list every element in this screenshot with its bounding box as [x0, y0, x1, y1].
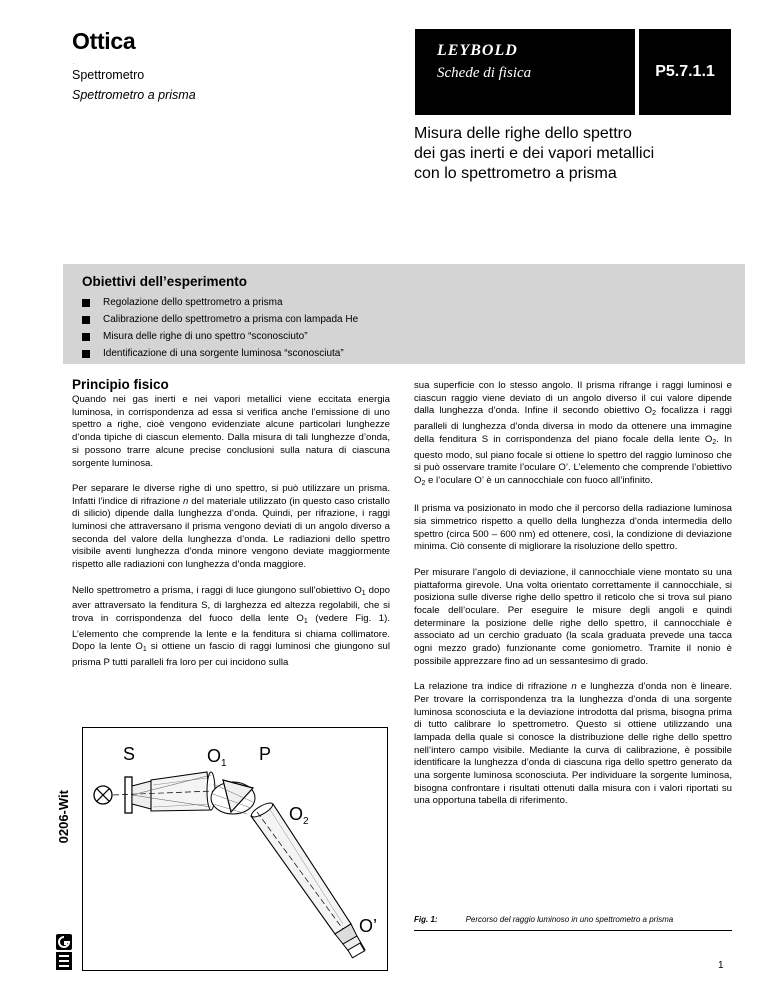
- paragraph: Per separare le diverse righe di uno spettro, si può utilizzare un prisma. Infatti l’indice di rifrazione n del materiale utilizzato (in questo caso cristallo di silicio) dipende dalla lunghezza d’onda. Quindi, per rifrazione, i raggi luminosi che attraversano il prisma vengono deviati di un angolo diverso a seconda del valore della lunghezza d’onda. Le radiazioni dello spettro visibile aventi lunghezza d’onda minore vengono deviate maggiormente rispetto alle radiazioni con lunghezza d’onda maggiore.: [72, 482, 390, 571]
- spectrometer-diagram: [83, 728, 387, 970]
- figure-caption: Fig. 1: Percorso del raggio luminoso in uno spettrometro a prisma: [414, 915, 674, 924]
- list-item: Calibrazione dello spettrometro a prisma con lampada He: [82, 311, 358, 328]
- page-number: 1: [718, 960, 724, 971]
- slit-icon: [125, 777, 132, 813]
- text-column-right: [414, 380, 732, 808]
- page-title: Ottica: [72, 28, 136, 54]
- bullet-square-icon: [82, 350, 90, 358]
- list-item: Identificazione di una sorgente luminosa “sconosciuta”: [82, 345, 358, 362]
- experiment-title: [414, 124, 744, 184]
- experiment-title-line: dei gas inerti e dei vapori metallici: [414, 145, 655, 162]
- list-item: Regolazione dello spettrometro a prisma: [82, 294, 358, 311]
- paragraph: sua superficie con lo stesso angolo. Il prisma rifrange i raggi luminosi e ciascun raggio viene deviato di un angolo diverso il cui valore dipende dalla lunghezza d’onda. Infine il secondo obiettivo $O_2$ focalizza i raggi paralleli di lunghezza d’onda diversa in modo da ottenere una immagine della fenditura S in corrispondenza del piano focale della lente $O_2$. In questo modo, sul piano focale si ottiene lo spettro del raggio luminoso che si può osservare tramite l’oculare O’. L’elemento che comprende l’obiettivo $O_2$ e l’oculare O’ è un cannocchiale con fuoco all’infinito.: [414, 380, 732, 487]
- objectives-list: [82, 294, 358, 362]
- label-O2: $O_2$: [289, 804, 309, 827]
- subcategory: Spettrometro a prisma: [72, 88, 196, 102]
- category: Spettrometro: [72, 68, 145, 82]
- prism-icon: [211, 780, 255, 814]
- paragraph: Quando nei gas inerti e nei vapori metallici viene eccitata energia luminosa, in corrispondenza ad essa si verifica anche l’emissione di uno spettro a righe, cioè vengono evidenziate alcune particolari lunghezze d’onda tipiche di ciascun elemento. Dalla misura di tali lunghezze d’onda, si possono trarre alcune precise conclusioni sulla natura di ciascuna sorgente luminosa.: [72, 394, 390, 469]
- leybold-logo-icon: [56, 934, 72, 970]
- bullet-square-icon: [82, 333, 90, 341]
- experiment-title-line: Misura delle righe dello spettro: [414, 125, 632, 142]
- paragraph: Nello spettrometro a prisma, i raggi di luce giungono sull’obiettivo $O_1$ dopo aver attraversato la fenditura S, di larghezza ed altezza regolabili, che si trova in corrispondenza del fuoco della lente $O_1$ (vedere Fig. 1). L’elemento che comprende la lente e la fenditura si chiama collimatore. Dopo la lente $O_1$ si ottiene un fascio di raggi luminosi che giungono sul prisma P tutti paralleli fra loro per cui incidono sulla: [72, 584, 391, 669]
- footer-rule: [414, 930, 732, 931]
- section-heading: Principio fisico: [72, 377, 169, 392]
- bullet-square-icon: [82, 316, 90, 324]
- label-O1: $O_1$: [207, 746, 227, 769]
- paragraph: Il prisma va posizionato in modo che il percorso della radiazione luminosa sia simmetrico rispetto a quello della lunghezza d’onda intermedia dello spettro (circa 500 – 600 nm) ed ottenere, così, la condizione di deviazione minima. Ciò consente di migliorare la risoluzione dello spettro.: [414, 503, 732, 553]
- objectives-box: [63, 264, 745, 364]
- brand-name: LEYBOLD: [437, 42, 518, 59]
- list-item: Misura delle righe di uno spettro “sconosciuto”: [82, 328, 358, 345]
- paragraph: Per misurare l’angolo di deviazione, il cannocchiale viene montato su una piattaforma girevole. Una volta orientato correttamente il cannocchiale, si posiziona sulle diverse righe dello spettro il reticolo che si trova sul piano focale dell’oculare. Per eseguire le misure degli angoli e quindi determinare la posizione delle righe dello spettro, il cannocchiale è associato ad un cerchio graduato (la scala graduata prevede una tacca ogni mezzo grado) funzionante come goniometro. Tramite il nonio è possibile apprezzare fino ad un sessantesimo di grado.: [414, 566, 732, 667]
- objectives-heading: Obiettivi dell’esperimento: [82, 274, 248, 289]
- text-column-left: [72, 394, 390, 670]
- experiment-title-line: con lo spettrometro a prisma: [414, 165, 617, 182]
- bullet-square-icon: [82, 299, 90, 307]
- label-S: S: [123, 744, 136, 764]
- experiment-code: P5.7.1.1: [655, 63, 715, 80]
- figure-spectrometer: [82, 727, 388, 971]
- brand-box: [415, 29, 731, 115]
- side-code: 0206-Wit: [56, 790, 71, 844]
- label-P: P: [259, 744, 272, 764]
- label-Oprime: O’: [359, 916, 377, 936]
- lamp-icon: [94, 786, 112, 804]
- brand-subtitle: Schede di fisica: [437, 65, 532, 81]
- paragraph: La relazione tra indice di rifrazione n e lunghezza d’onda non è lineare. Per trovare la corrispondenza tra la lunghezza d’onda di una sorgente luminosa sconosciuta e la deviazione introdotta dal prisma, bisogna prima di tutto calibrare lo spettrometro. Questo si ottiene utilizzando una lampada della quale si conosce la distribuzione delle righe dello spettro nell’intero campo visibile. Mediante la curva di calibrazione, è possibile identificare la lunghezza d’onda di ciascuna riga dello spettro generato da una sorgente luminosa sconosciuta. Per individuare la sorgente luminosa, bisogna confrontare i risultati ottenuti dalla misura con i valori riportati su una opportuna tabella di riferimento.: [414, 681, 732, 807]
- header-dot: .: [73, 60, 75, 66]
